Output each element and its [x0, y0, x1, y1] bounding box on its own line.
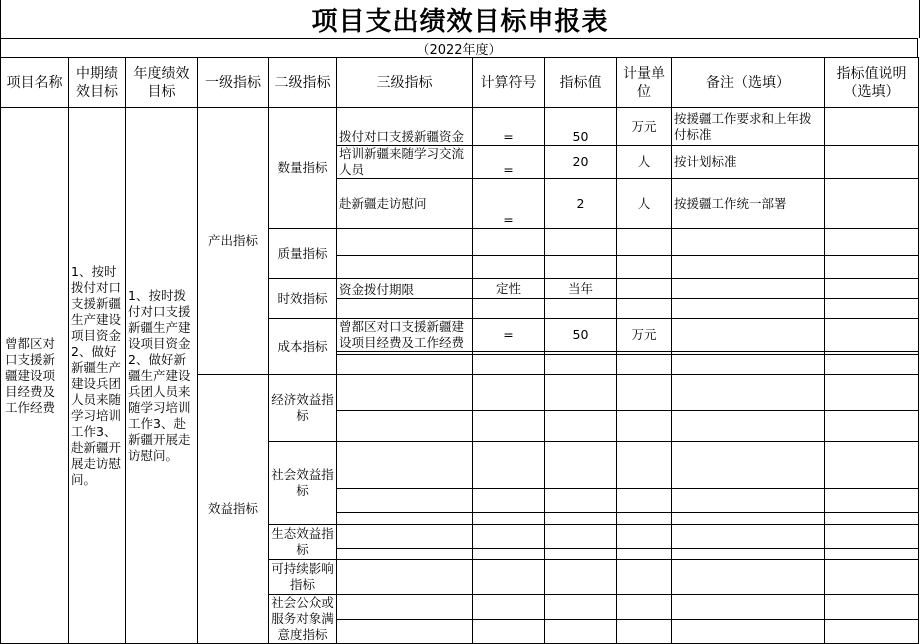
level2-timeliness: 时效指标: [269, 279, 337, 319]
table-row: [1, 108, 919, 146]
level2-social: 社会效益指标: [269, 442, 337, 525]
indicator-value: 50: [545, 108, 617, 146]
level2-quantity: 数量指标: [269, 108, 337, 229]
header-annual-goal: 年度绩效目标: [126, 58, 198, 108]
indicator-remark: 按援疆工作要求和上年拨付标准: [672, 108, 825, 146]
mid-term-goal-cell: 1、按时拨付对口支援新疆生产建设项目资金2、做好新疆生产建设兵团人员来随学习培训工作3、赴新疆开展走访慰问。: [69, 108, 126, 644]
indicator-name: 拨付对口支援新疆资金: [337, 108, 473, 146]
level2-sustainable: 可持续影响指标: [269, 560, 337, 595]
header-level3: 三级指标: [337, 58, 473, 108]
indicator-name: 赴新疆走访慰问: [337, 179, 473, 229]
project-name-cell: 曾都区对口支援新疆建设项目经费及工作经费: [1, 108, 69, 644]
indicator-value-note: [825, 108, 919, 146]
header-value: 指标值: [545, 58, 617, 108]
level2-quality: 质量指标: [269, 229, 337, 279]
level2-cost: 成本指标: [269, 319, 337, 375]
indicator-unit: 人: [617, 146, 672, 179]
level2-economic: 经济效益指标: [269, 375, 337, 442]
annual-goal-cell: 1、按时拨付对口支援新疆生产建设项目资金2、做好新疆生产建设兵团人员来随学习培训工作3、赴新疆开展走访慰问。: [126, 108, 198, 644]
indicator-value: 20: [545, 146, 617, 179]
level2-satisfaction: 社会公众或服务对象满意度指标: [269, 595, 337, 644]
indicator-name: 资金拨付期限: [337, 279, 473, 299]
level1-benefit: 效益指标: [198, 375, 269, 644]
indicator-unit: 万元: [617, 319, 672, 352]
indicator-remark: 按援疆工作统一部署: [672, 179, 825, 229]
indicator-remark: 按计划标准: [672, 146, 825, 179]
performance-goal-table: [0, 57, 919, 644]
form-year: （2022年度）: [0, 38, 918, 57]
indicator-value: 当年: [545, 279, 617, 299]
header-value-note: 指标值说明（选填）: [825, 58, 919, 108]
header-project-name: 项目名称: [1, 58, 69, 108]
indicator-value-note: [825, 179, 919, 229]
indicator-value: 50: [545, 319, 617, 352]
indicator-unit: 人: [617, 179, 672, 229]
form-title: 项目支出绩效目标申报表: [0, 0, 920, 38]
header-level1: 一级指标: [198, 58, 269, 108]
header-operator: 计算符号: [473, 58, 545, 108]
header-level2: 二级指标: [269, 58, 337, 108]
indicator-operator: =: [473, 146, 545, 179]
header-row: [1, 58, 919, 108]
indicator-operator: 定性: [473, 279, 545, 299]
header-unit: 计量单位: [617, 58, 672, 108]
indicator-operator: =: [473, 179, 545, 229]
indicator-unit: 万元: [617, 108, 672, 146]
header-mid-term-goal: 中期绩效目标: [69, 58, 126, 108]
indicator-value: 2: [545, 179, 617, 229]
indicator-operator: =: [473, 108, 545, 146]
level2-ecological: 生态效益指标: [269, 525, 337, 560]
indicator-operator: =: [473, 319, 545, 352]
indicator-name: 培训新疆来随学习交流人员: [337, 146, 473, 179]
level1-output: 产出指标: [198, 108, 269, 375]
indicator-name: 曾都区对口支援新疆建设项目经费及工作经费: [337, 319, 473, 352]
header-remark: 备注（选填）: [672, 58, 825, 108]
indicator-value-note: [825, 146, 919, 179]
